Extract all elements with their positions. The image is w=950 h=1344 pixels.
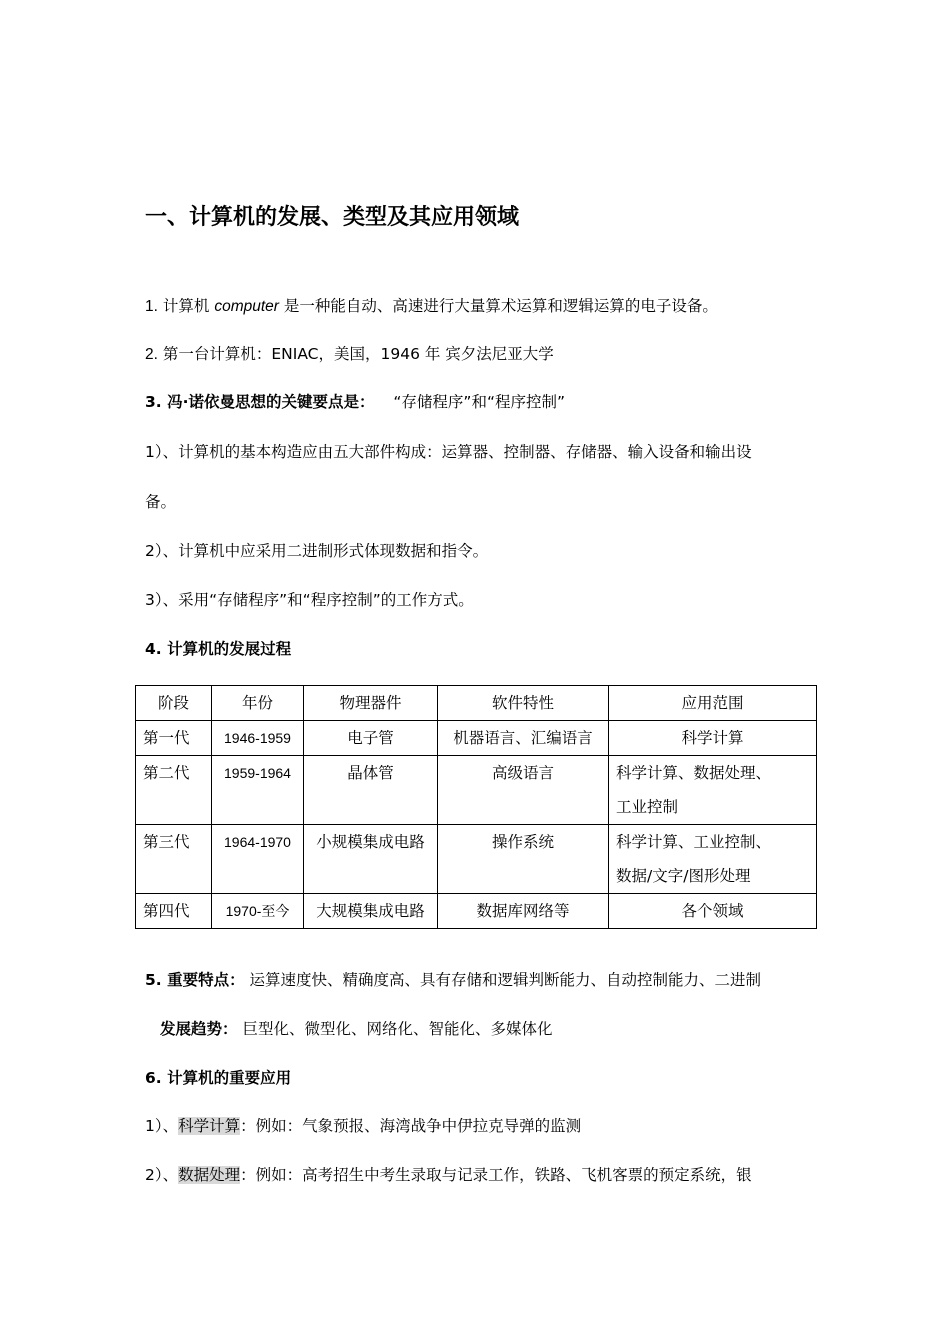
column-header: 应用范围 [609, 686, 817, 721]
paragraph-4 [145, 638, 291, 660]
section-heading: 一、计算机的发展、类型及其应用领域 [145, 205, 520, 230]
column-header: 物理器件 [304, 686, 438, 721]
item-number: 1. [145, 298, 158, 315]
bold-label: 4. 计算机的发展过程 [145, 640, 292, 658]
cell-device: 小规模集成电路 [304, 825, 438, 894]
table-header-row [136, 686, 817, 721]
apps-line: 科学计算 [681, 729, 744, 747]
cell-software: 数据库网络等 [438, 894, 609, 929]
emphasis-word: computer [214, 298, 279, 315]
item-prefix: 2）、 [145, 1166, 179, 1184]
table-row [136, 721, 817, 756]
application-item [145, 1115, 581, 1137]
text-fragment: 第一台计算机：ENIAC，美国，1946 年 宾夕法尼亚大学 [162, 345, 554, 363]
cell-years: 1959-1964 [212, 756, 304, 825]
item-prefix: 1）、 [145, 1117, 179, 1135]
item-number: 2. [145, 346, 158, 363]
cell-stage: 第三代 [136, 825, 212, 894]
cell-stage: 第四代 [136, 894, 212, 929]
cell-apps [609, 894, 817, 929]
text-fragment: “存储程序”和“程序控制” [393, 393, 566, 411]
table-row [136, 825, 817, 894]
list-item: 1）、计算机的基本构造应由五大部件构成：运算器、控制器、存储器、输入设备和输出设 [145, 443, 752, 461]
bold-label: 5. 重要特点： [145, 971, 245, 989]
text-fragment: ：例如：气象预报、海湾战争中伊拉克导弹的监测 [240, 1117, 582, 1135]
cell-years: 1964-1970 [212, 825, 304, 894]
apps-line: 科学计算、工业控制、 [616, 833, 772, 851]
text-fragment: 巨型化、微型化、网络化、智能化、多媒体化 [242, 1020, 553, 1038]
highlighted-term: 科学计算 [178, 1117, 241, 1135]
apps-line: 数据/文字/图形处理 [616, 867, 751, 885]
paragraph-6 [145, 1067, 291, 1089]
column-header: 软件特性 [438, 686, 609, 721]
cell-software: 操作系统 [438, 825, 609, 894]
cell-device: 电子管 [304, 721, 438, 756]
cell-software: 机器语言、汇编语言 [438, 721, 609, 756]
generations-table [135, 685, 817, 929]
table-row [136, 894, 817, 929]
paragraph-3 [145, 391, 565, 413]
table-row [136, 756, 817, 825]
text-fragment: ：例如：高考招生中考生录取与记录工作，铁路、飞机客票的预定系统，银 [240, 1166, 752, 1184]
cell-stage: 第一代 [136, 721, 212, 756]
cell-apps [609, 756, 817, 825]
cell-years: 1970-至今 [212, 894, 304, 929]
column-header: 年份 [212, 686, 304, 721]
application-item [145, 1164, 752, 1186]
bold-label: 6. 计算机的重要应用 [145, 1069, 292, 1087]
paragraph-5 [145, 969, 761, 991]
apps-line: 科学计算、数据处理、 [616, 764, 772, 782]
cell-stage: 第二代 [136, 756, 212, 825]
cell-device: 晶体管 [304, 756, 438, 825]
list-item: 3）、采用“存储程序”和“程序控制”的工作方式。 [145, 591, 474, 609]
paragraph-2 [145, 343, 554, 366]
bold-label: 发展趋势： [160, 1020, 238, 1038]
text-fragment: 运算速度快、精确度高、具有存储和逻辑判断能力、自动控制能力、二进制 [249, 971, 762, 989]
apps-line: 各个领域 [681, 902, 744, 920]
paragraph-1 [145, 295, 718, 318]
highlighted-term: 数据处理 [178, 1166, 241, 1184]
list-item: 2）、计算机中应采用二进制形式体现数据和指令。 [145, 542, 489, 560]
column-header: 阶段 [136, 686, 212, 721]
cell-device: 大规模集成电路 [304, 894, 438, 929]
cell-software: 高级语言 [438, 756, 609, 825]
apps-line: 工业控制 [616, 798, 679, 816]
cell-years: 1946-1959 [212, 721, 304, 756]
paragraph-5-trend [160, 1018, 552, 1040]
text-fragment: 是一种能自动、高速进行大量算术运算和逻辑运算的电子设备。 [283, 297, 718, 315]
bold-label: 3. 冯·诺依曼思想的关键要点是： [145, 393, 375, 411]
text-fragment: 计算机 [162, 297, 210, 315]
cell-apps [609, 825, 817, 894]
cell-apps [609, 721, 817, 756]
list-item: 备。 [145, 493, 177, 511]
